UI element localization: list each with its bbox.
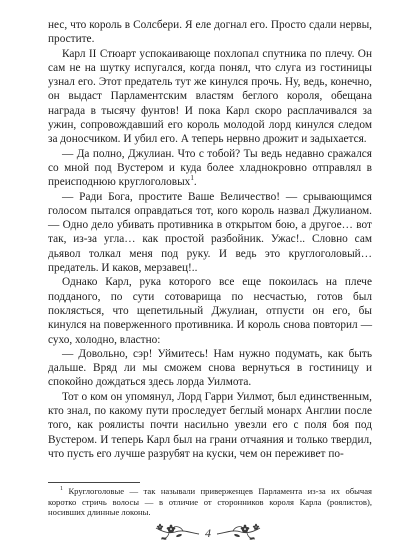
page-number: 4 [205,525,211,540]
paragraph-text: Карл II Стюарт успокаивающе похлопал спутника по плечу. Он сам не на шутку испугался, когда понял, что слуга из гостиницы узнал его. Этот предатель тут же кинулся прочь. Ну, ведь, конечно, он выдаст Парламентским властям беглого короля, обещана награда в тысячу фунтов! И пока Карл скоро расплачивался за ужин, сопровождавший его король молодой лорд кинулся следом за доносчиком. И убил его. А теперь нервно дрожит и задыхается. [48,47,372,146]
paragraph [48,18,372,47]
paragraph [48,190,372,276]
floral-ornament-left-icon [153,523,201,543]
footnote-marker: 1 [60,486,63,493]
folio [0,522,416,544]
footnote-text: Круглоголовые — так называли приверженцев Парламента из-за их обычая коротко стричь волосы — в отличие от сторонников короля Карла (роялистов), носивших длинные локоны. [48,486,372,518]
paragraph-text: — Довольно, сэр! Уймитесь! Нам нужно подумать, как быть дальше. Вряд ли мы сможем снова вернуться в гостиницу и спокойно дождаться здесь лорда Уилмота. [48,347,372,389]
floral-ornament-right-icon [215,523,263,543]
footnote-divider [48,482,140,483]
paragraph-text: Однако Карл, рука которого все еще покоилась на плече подданого, по сути сотоварища по несчастью, готов был поклясться, что щепетильный Джулиан, отпусти он его, бы кинулся на поверженного противника. И король снова повторил — сухо, холодно, властно: [48,276,372,346]
paragraph: — Да полно, Джулиан. Что с тобой? Ты ведь недавно сражался со мной под Вустером и куда более хладнокровно отправлял в преисподнюю круглоголовых$^1$. [48,147,372,189]
footnote [48,486,372,518]
paragraph-text: — Ради Бога, простите Ваше Величество! — срывающимся голосом пытался оправдаться тот, кого король назвал Джулианом. — Одно дело убивать противника в открытом бою, а другое… вот так, из-за угла… как простой разбойник. Ужас!.. Словно сам дьявол толкал меня под руку. И ведь это круглоголовый… предатель. И каков, мерзавец!.. [48,190,372,275]
paragraph-text: нес, что король в Солсбери. Я еле догнал его. Просто сдали нервы, простите. [48,19,372,46]
paragraph [48,47,372,147]
main-text [48,18,372,461]
page-body [48,18,372,461]
paragraph [48,390,372,461]
footnote-reference[interactable]: 1 [190,174,194,183]
paragraph-text: Тот о ком он упомянул, Лорд Гарри Уилмот, был единственным, кто знал, по какому пути проследует беглый монарх Англии после того, как роялисты почти насильно увезли его с поля боя под Вустером. И теперь Карл был на грани отчаяния и только твердил, что пусть его лучше разрубят на куски, чем он переживет по- [48,390,372,460]
paragraph [48,347,372,390]
paragraph-text: — Да полно, Джулиан. Что с тобой? Ты ведь недавно сражался со мной под Вустером и куда более хладнокровно отправлял в преисподнюю круглоголовых [48,147,372,189]
paragraph [48,275,372,346]
